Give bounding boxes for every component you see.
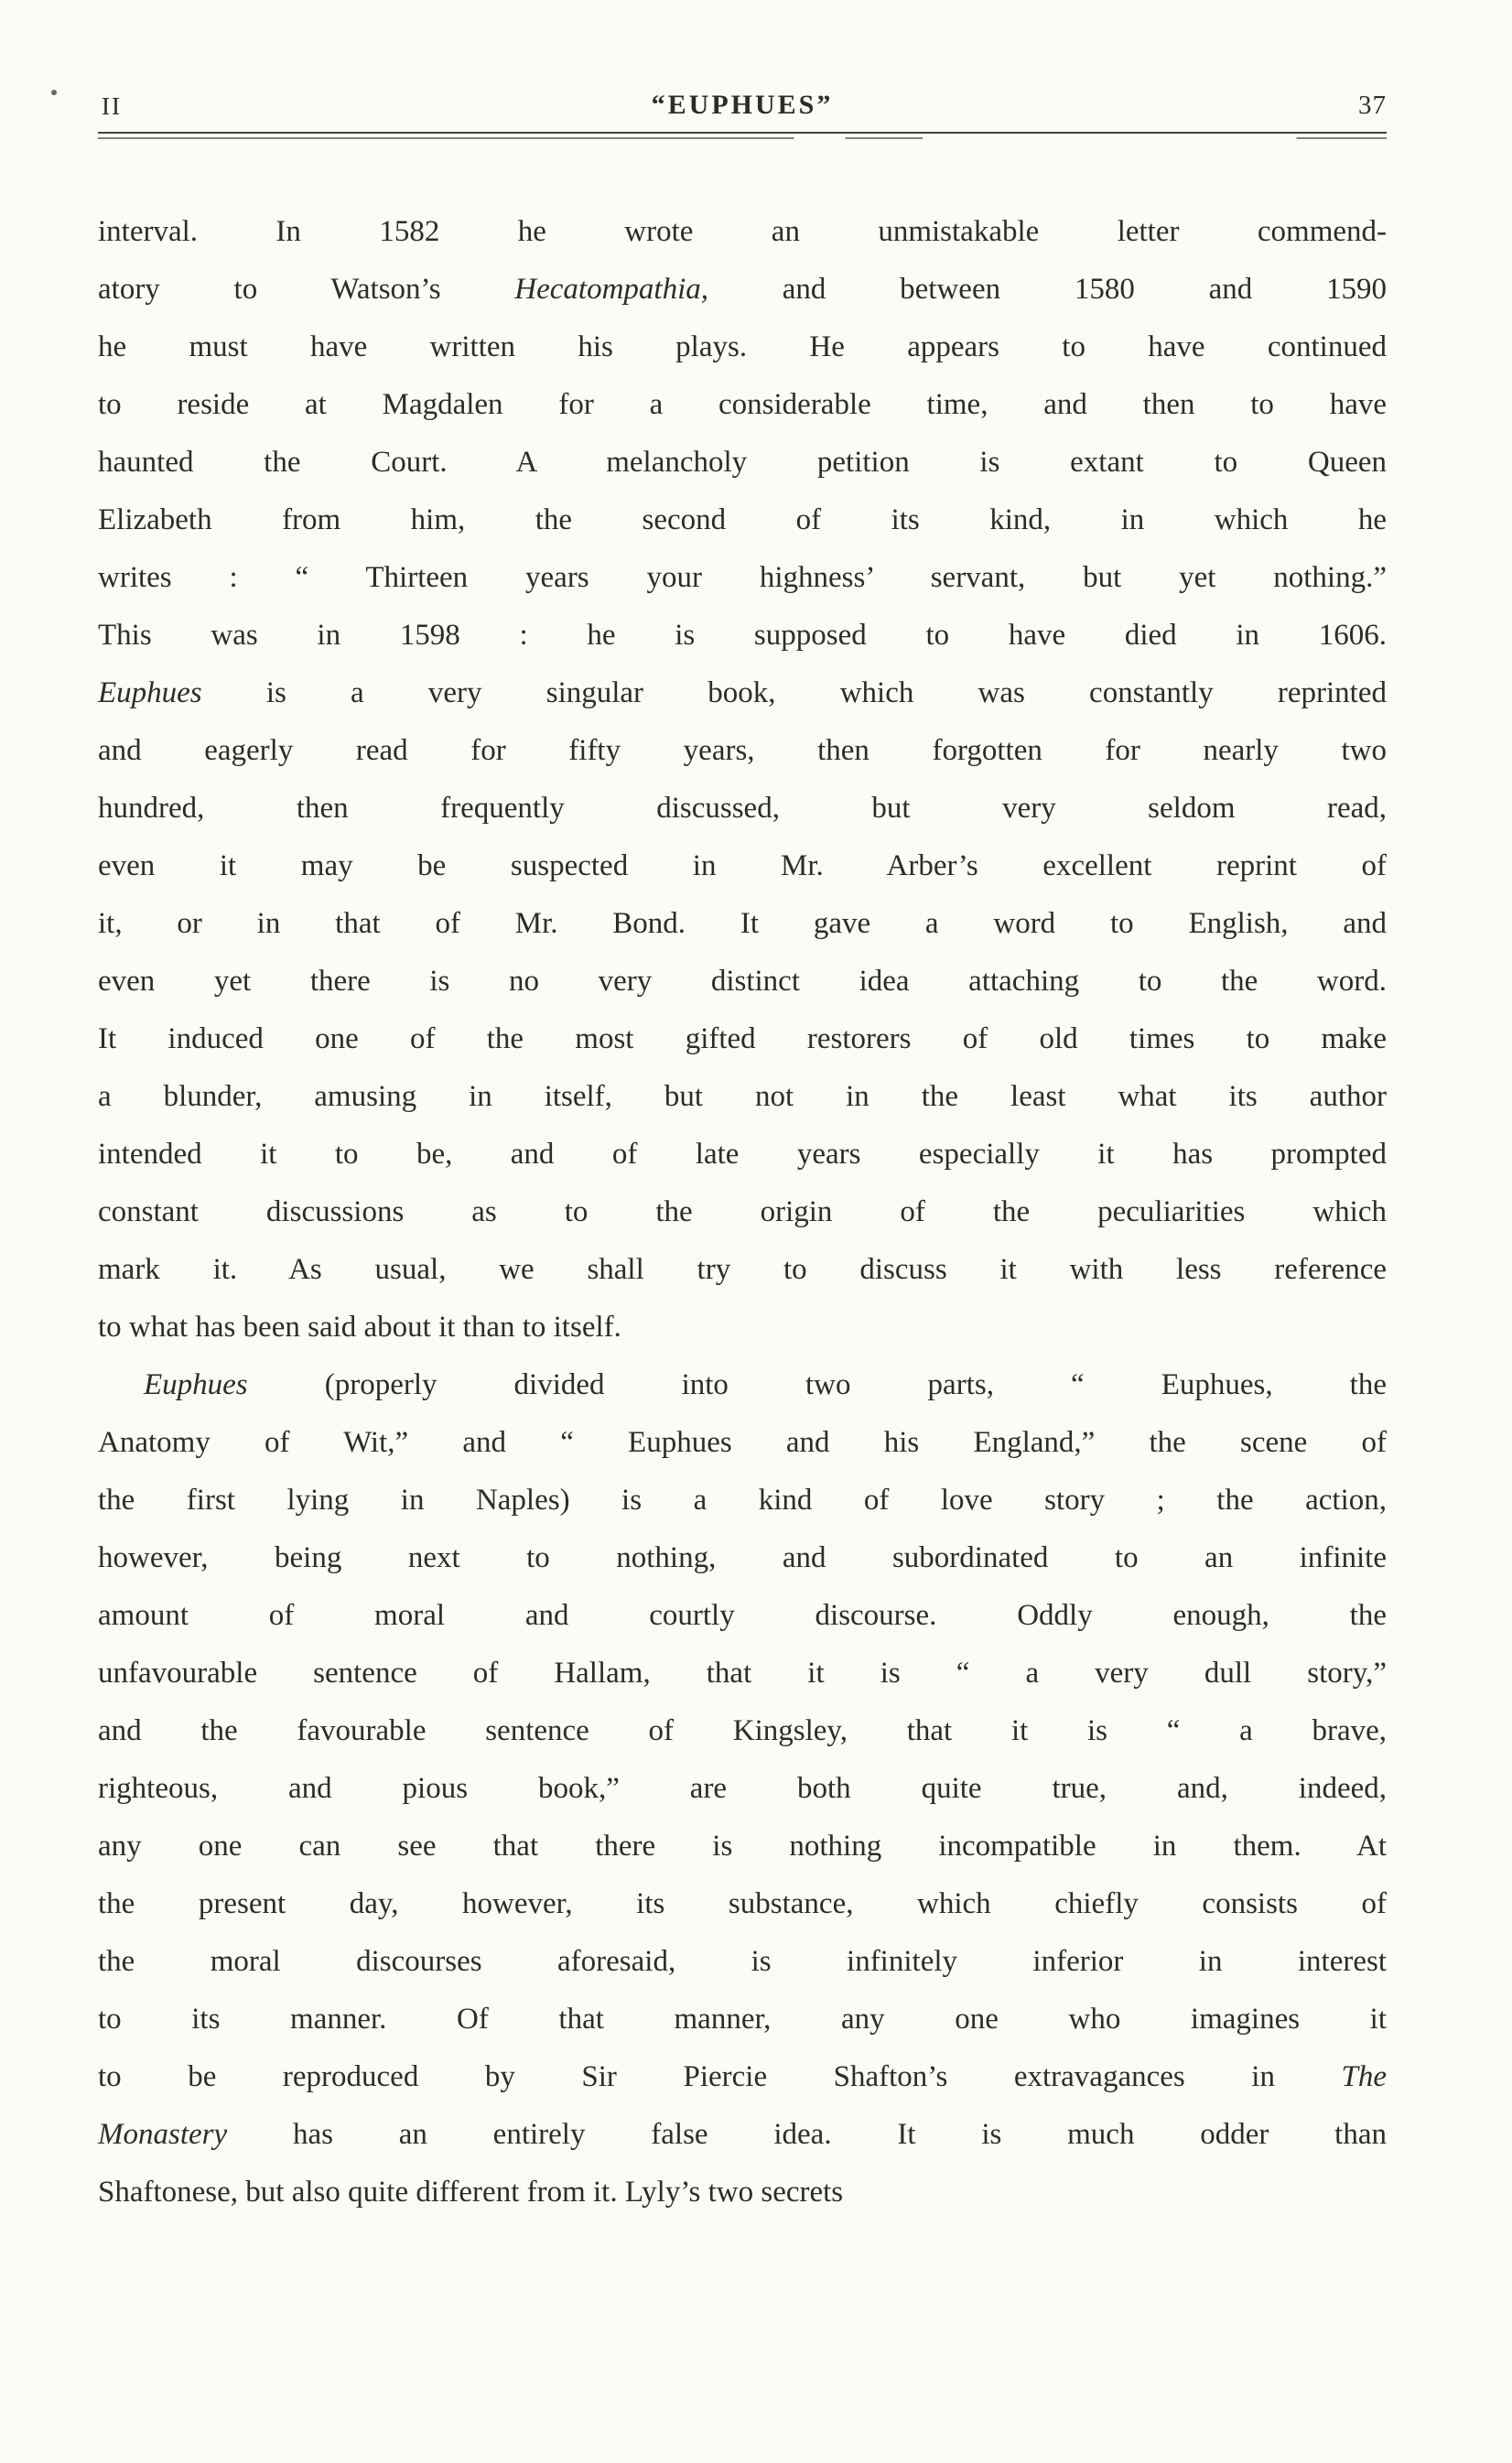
text-line: Euphues is a very singular book, which was constantly reprinted <box>98 676 1387 709</box>
text-line: Euphues (properly divided into two parts, “ Euphues, the <box>144 1368 1387 1401</box>
page-number: 37 <box>1358 91 1387 120</box>
text-line: the moral discourses aforesaid, is infinitely inferior in interest <box>98 1945 1387 1978</box>
chapter-number: II <box>102 92 122 120</box>
text-line: it, or in that of Mr. Bond. It gave a word to English, and <box>98 907 1387 940</box>
text-line: to reside at Magdalen for a considerable time, and then to have <box>98 388 1387 421</box>
text-line: Elizabeth from him, the second of its kind, in which he <box>98 503 1387 536</box>
text-line: interval. In 1582 he wrote an unmistakable letter commend- <box>98 215 1387 248</box>
running-title: “EUPHUES” <box>651 90 834 120</box>
text-line: writes : “ Thirteen years your highness’ servant, but yet nothing.” <box>98 561 1387 594</box>
header-rule <box>98 132 1387 139</box>
text-line: constant discussions as to the origin of the peculiarities which <box>98 1195 1387 1228</box>
page-body <box>98 203 1387 2221</box>
paragraph <box>98 203 1387 1356</box>
header-rule-bottom <box>98 137 1387 139</box>
text-line: and the favourable sentence of Kingsley, that it is “ a brave, <box>98 1714 1387 1747</box>
text-line: however, being next to nothing, and subordinated to an infinite <box>98 1541 1387 1574</box>
text-line: Monastery has an entirely false idea. It is much odder than <box>98 2118 1387 2151</box>
text-line: unfavourable sentence of Hallam, that it is “ a very dull story,” <box>98 1657 1387 1690</box>
text-line: any one can see that there is nothing incompatible in them. At <box>98 1830 1387 1863</box>
text-line: he must have written his plays. He appears to have continued <box>98 330 1387 363</box>
text-line: even it may be suspected in Mr. Arber’s excellent reprint of <box>98 849 1387 882</box>
text-line: Anatomy of Wit,” and “ Euphues and his England,” the scene of <box>98 1426 1387 1459</box>
paragraph <box>98 1356 1387 2221</box>
text-line: Shaftonese, but also quite different from it. Lyly’s two secrets <box>98 2176 844 2209</box>
text-line: It induced one of the most gifted restorers of old times to make <box>98 1022 1387 1055</box>
text-line: even yet there is no very distinct idea attaching to the word. <box>98 965 1387 998</box>
page-header <box>98 79 1387 121</box>
text-line: a blunder, amusing in itself, but not in the least what its author <box>98 1080 1387 1113</box>
text-line: atory to Watson’s Hecatompathia, and between 1580 and 1590 <box>98 273 1387 306</box>
text-line: to be reproduced by Sir Piercie Shafton’s extravagances in The <box>98 2060 1387 2093</box>
text-line: and eagerly read for fifty years, then forgotten for nearly two <box>98 734 1387 767</box>
text-line: haunted the Court. A melancholy petition is extant to Queen <box>98 446 1387 479</box>
ink-speck-icon <box>51 90 57 95</box>
text-line: the present day, however, its substance, which chiefly consists of <box>98 1887 1387 1920</box>
text-line: mark it. As usual, we shall try to discuss it with less reference <box>98 1253 1387 1286</box>
text-line: This was in 1598 : he is supposed to have died in 1606. <box>98 619 1387 652</box>
text-line: intended it to be, and of late years especially it has prompted <box>98 1138 1387 1171</box>
text-line: to its manner. Of that manner, any one who imagines it <box>98 2003 1387 2036</box>
text-line: amount of moral and courtly discourse. Oddly enough, the <box>98 1599 1387 1632</box>
text-line: the first lying in Naples) is a kind of love story ; the action, <box>98 1484 1387 1517</box>
text-line: hundred, then frequently discussed, but very seldom read, <box>98 792 1387 825</box>
text-line: righteous, and pious book,” are both quite true, and, indeed, <box>98 1772 1387 1805</box>
text-line: to what has been said about it than to itself. <box>98 1311 621 1344</box>
header-rule-top <box>98 132 1387 134</box>
